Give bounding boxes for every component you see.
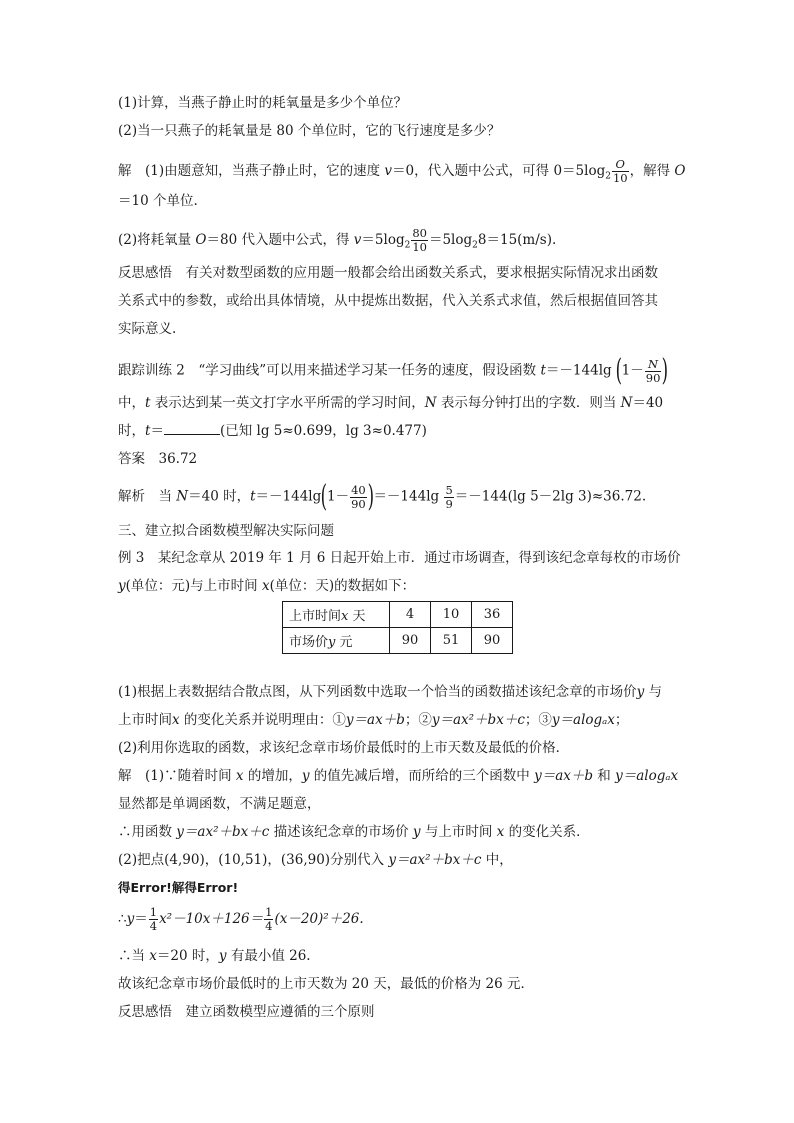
section-heading: 三、建立拟合函数模型解决实际问题 xyxy=(118,523,334,539)
table-cell: 90 xyxy=(472,628,513,654)
question-1: (1)计算，当燕子静止时的耗氧量是多少个单位？ xyxy=(118,95,408,111)
practice-2-line2: 中，t 表示达到某一英文打字水平所需的学习时间，N 表示每分钟打出的字数．则当 N＝40 xyxy=(118,395,664,411)
fraction: $\frac{40}{90}$ xyxy=(351,482,366,511)
table-row xyxy=(283,602,513,628)
question-2: (2)当一只燕子的耗氧量是 80 个单位时，它的飞行速度是多少？ xyxy=(118,123,501,139)
fraction: $\frac{80}{10}$ xyxy=(412,226,427,254)
example-3-question-1: (1)根据上表数据结合散点图，从下列函数中选取一个恰当的函数描述该纪念章的市场价y 与 xyxy=(118,684,663,700)
table-cell: 4 xyxy=(390,602,431,628)
table-cell: 90 xyxy=(390,628,431,654)
reflection-1-line3: 实际意义. xyxy=(118,321,177,337)
reflection-2: 反思感悟 建立函数模型应遵循的三个原则 xyxy=(118,1004,375,1020)
solution-2: (2)将耗氧量 O＝80 代入题中公式，得 $v=5\log_2$ $\frac{80}{10}$ $=5\log_28=15(m/s)$. xyxy=(118,226,557,254)
example-3-solution-line3: ∴用函数 y＝ax²＋bx＋c 描述该纪念章的市场价 y 与上市时间 x 的变化关系． xyxy=(118,824,590,840)
table-header-cell: 市场价y 元 xyxy=(283,628,390,654)
example-3-conclusion: 故该纪念章市场价最低时的上市天数为 20 天，最低的价格为 26 元． xyxy=(118,976,535,992)
data-table xyxy=(282,601,513,654)
table-row xyxy=(283,628,513,654)
reflection-1-line2: 关系式中的参数，或给出具体情境，从中提炼出数据，代入关系式求值，然后根据值回答其 xyxy=(118,293,658,309)
example-3-question-2: (2)利用你选取的函数，求该纪念章市场价最低时的上市天数及最低的价格． xyxy=(118,740,570,756)
table-cell: 36 xyxy=(472,602,513,628)
fraction: $\frac{5}{9}$ xyxy=(445,482,453,511)
fraction: $\frac{O}{10}$ xyxy=(612,157,628,185)
table-cell: 51 xyxy=(431,628,472,654)
example-3-solution: 解 (1)∵随着时间 x 的增加，y 的值先减后增，而所给的三个函数中 y＝ax＋b 和 y＝alogₐx xyxy=(118,768,679,784)
solution-1: 解 (1)由题意知，当燕子静止时，它的速度 v＝0，代入题中公式，可得 $0=5\log_2$ $\frac{O}{10}$ ，解得 O xyxy=(118,157,686,185)
example-3: 例 3 某纪念章从 2019 年 1 月 6 日起开始上市．通过市场调查，得到该纪念章每枚的市场价 xyxy=(118,550,681,566)
example-3-solution-line5: 得Error!解得Error! xyxy=(118,880,239,895)
example-3-line2: y(单位：元)与上市时间 x(单位：天)的数据如下： xyxy=(118,578,416,594)
analysis: 解析 当 N＝40 时，t＝－144lg(1－ $\frac{40}{90}$ )＝－144lg $\frac{5}{9}$ ＝－144(lg 5－2lg 3)≈36.72. xyxy=(118,479,647,514)
table-cell: 10 xyxy=(431,602,472,628)
practice-2-line3: 时，t＝ (已知 lg 5≈0.699，lg 3≈0.477) xyxy=(118,423,427,439)
table-header-cell: 上市时间x 天 xyxy=(283,602,390,628)
answer-blank xyxy=(164,422,220,435)
solution-1-cont: ＝10 个单位. xyxy=(118,193,198,209)
fraction: $\frac{1}{4}$ xyxy=(265,905,273,933)
example-3-solution-line6: ∴y＝ $\frac{1}{4}$ x²－10x＋126＝ $\frac{1}{4}$ (x－20)²＋26. xyxy=(118,905,364,933)
example-3-solution-line2: 显然都是单调函数，不满足题意， xyxy=(118,796,321,812)
fraction: $\frac{1}{4}$ xyxy=(149,905,158,933)
fraction: $\frac{N}{90}$ xyxy=(645,356,661,385)
example-3-solution-line7: ∴当 x＝20 时，y 有最小值 26. xyxy=(118,948,311,964)
reflection-1: 反思感悟 有关对数型函数的应用题一般都会给出函数关系式，要求根据实际情况求出函数 xyxy=(118,265,658,281)
practice-2: 跟踪训练 2 “学习曲线”可以用来描述学习某一任务的速度，假设函数 t＝－144lg (1－ $\frac{N}{90}$ ) xyxy=(118,353,669,388)
answer: 答案 36.72 xyxy=(118,451,198,467)
example-3-solution-line4: (2)把点(4,90)，(10,51)，(36,90)分别代入 y＝ax²＋bx＋c 中， xyxy=(118,852,513,868)
example-3-question-1-line2: 上市时间x 的变化关系并说明理由：①y＝ax＋b；②y＝ax²＋bx＋c；③y＝alogₐx； xyxy=(118,712,629,728)
